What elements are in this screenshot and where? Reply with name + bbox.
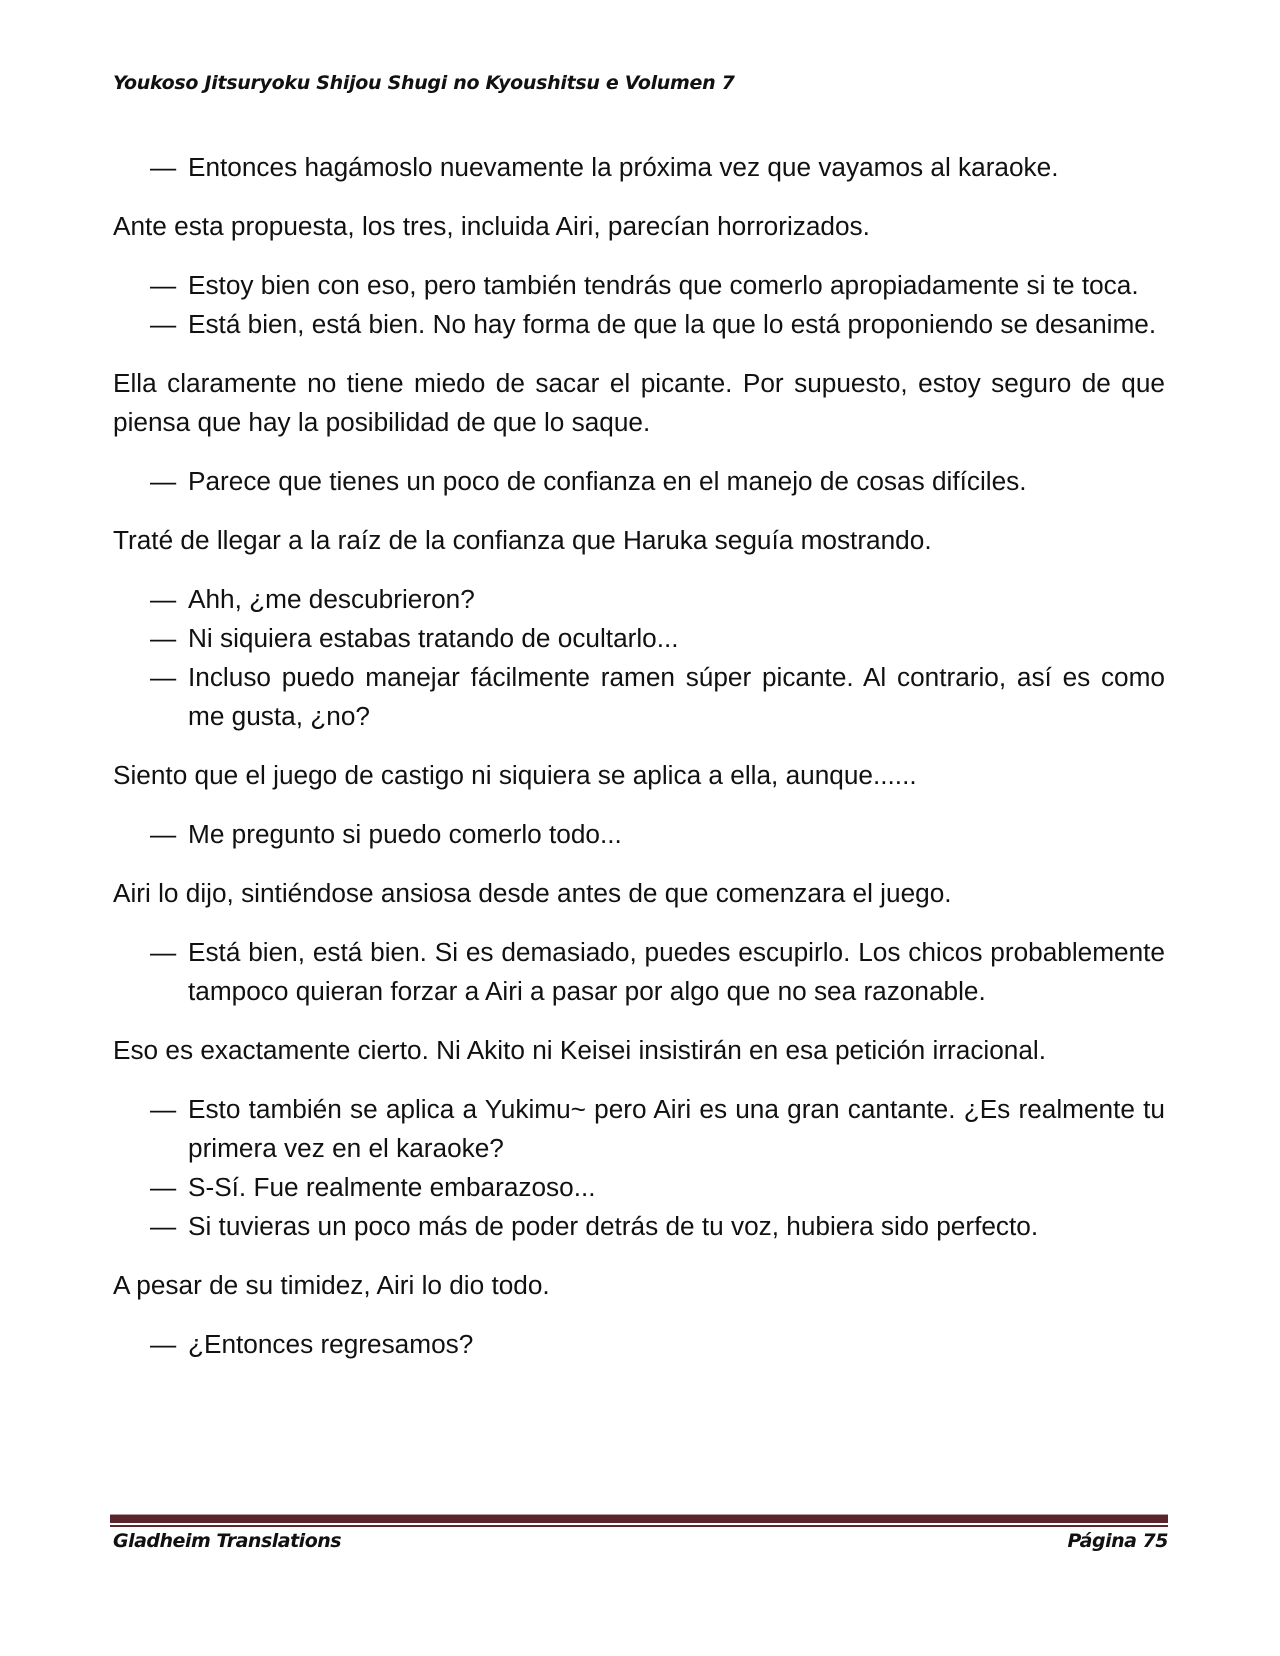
dialogue-line xyxy=(113,1207,1165,1246)
dialogue-line xyxy=(113,658,1165,736)
dialogue-line xyxy=(113,266,1165,305)
dialogue-line xyxy=(113,305,1165,344)
dialogue-dash: — xyxy=(150,1211,177,1241)
dialogue-line xyxy=(113,148,1165,187)
dialogue-text: Ahh, ¿me descubrieron? xyxy=(188,584,475,614)
running-header-title: Youkoso Jitsuryoku Shijou Shugi no Kyoushitsu e Volumen 7 xyxy=(113,72,735,94)
dialogue-text: Está bien, está bien. No hay forma de que la que lo está proponiendo se desanime. xyxy=(188,309,1157,339)
page-footer xyxy=(113,1530,1168,1552)
dialogue-text: Ni siquiera estabas tratando de ocultarlo... xyxy=(188,623,679,653)
footer-rule-thick xyxy=(110,1514,1168,1523)
paragraph: A pesar de su timidez, Airi lo dio todo. xyxy=(113,1270,550,1300)
dialogue-dash: — xyxy=(150,623,177,653)
paragraph: Ante esta propuesta, los tres, incluida Airi, parecían horrorizados. xyxy=(113,211,870,241)
dialogue-line xyxy=(113,815,1165,854)
paragraph: Eso es exactamente cierto. Ni Akito ni Keisei insistirán en esa petición irracional. xyxy=(113,1035,1047,1065)
dialogue-text: Estoy bien con eso, pero también tendrás que comerlo apropiadamente si te toca. xyxy=(188,270,1139,300)
footer-translator-credit: Gladheim Translations xyxy=(113,1530,342,1552)
dialogue-dash: — xyxy=(150,1172,177,1202)
dialogue-text: S-Sí. Fue realmente embarazoso... xyxy=(188,1172,596,1202)
dialogue-dash: — xyxy=(150,309,177,339)
dialogue-dash: — xyxy=(150,819,177,849)
dialogue-dash: — xyxy=(150,270,177,300)
dialogue-line xyxy=(113,1090,1165,1168)
dialogue-text: Esto también se aplica a Yukimu~ pero Airi es una gran cantante. ¿Es realmente tu primera vez en el karaoke? xyxy=(188,1094,1165,1163)
dialogue-group xyxy=(113,580,1165,736)
dialogue-line xyxy=(113,580,1165,619)
dialogue-group xyxy=(113,933,1165,1011)
paragraph: Airi lo dijo, sintiéndose ansiosa desde antes de que comenzara el juego. xyxy=(113,878,952,908)
footer-page-number: Página 75 xyxy=(1067,1530,1168,1552)
dialogue-group xyxy=(113,462,1165,501)
dialogue-group xyxy=(113,1090,1165,1246)
dialogue-text: Parece que tienes un poco de confianza en el manejo de cosas difíciles. xyxy=(188,466,1027,496)
dialogue-dash: — xyxy=(150,662,177,692)
dialogue-text: Entonces hagámoslo nuevamente la próxima vez que vayamos al karaoke. xyxy=(188,152,1059,182)
dialogue-text: ¿Entonces regresamos? xyxy=(188,1329,474,1359)
dialogue-dash: — xyxy=(150,152,177,182)
page-body xyxy=(113,148,1165,1384)
dialogue-text: Si tuvieras un poco más de poder detrás de tu voz, hubiera sido perfecto. xyxy=(188,1211,1039,1241)
dialogue-dash: — xyxy=(150,466,177,496)
paragraph: Traté de llegar a la raíz de la confianza que Haruka seguía mostrando. xyxy=(113,525,932,555)
dialogue-text: Incluso puedo manejar fácilmente ramen súper picante. Al contrario, así es como me gusta, ¿no? xyxy=(188,662,1165,731)
dialogue-group xyxy=(113,1325,1165,1364)
dialogue-line xyxy=(113,619,1165,658)
footer-rule-thin xyxy=(110,1525,1168,1527)
dialogue-group xyxy=(113,815,1165,854)
paragraph: Ella claramente no tiene miedo de sacar el picante. Por supuesto, estoy seguro de que piensa que hay la posibilidad de que lo saque. xyxy=(113,368,1165,437)
dialogue-group xyxy=(113,266,1165,344)
dialogue-dash: — xyxy=(150,1094,177,1124)
paragraph: Siento que el juego de castigo ni siquiera se aplica a ella, aunque...... xyxy=(113,760,917,790)
dialogue-dash: — xyxy=(150,937,177,967)
dialogue-dash: — xyxy=(150,584,177,614)
dialogue-dash: — xyxy=(150,1329,177,1359)
dialogue-line xyxy=(113,1168,1165,1207)
dialogue-line xyxy=(113,462,1165,501)
dialogue-line xyxy=(113,933,1165,1011)
dialogue-text: Está bien, está bien. Si es demasiado, puedes escupirlo. Los chicos probablemente tampoco quieran forzar a Airi a pasar por algo que no sea razonable. xyxy=(188,937,1165,1006)
dialogue-line xyxy=(113,1325,1165,1364)
dialogue-group xyxy=(113,148,1165,187)
footer-divider xyxy=(110,1514,1168,1527)
dialogue-text: Me pregunto si puedo comerlo todo... xyxy=(188,819,622,849)
